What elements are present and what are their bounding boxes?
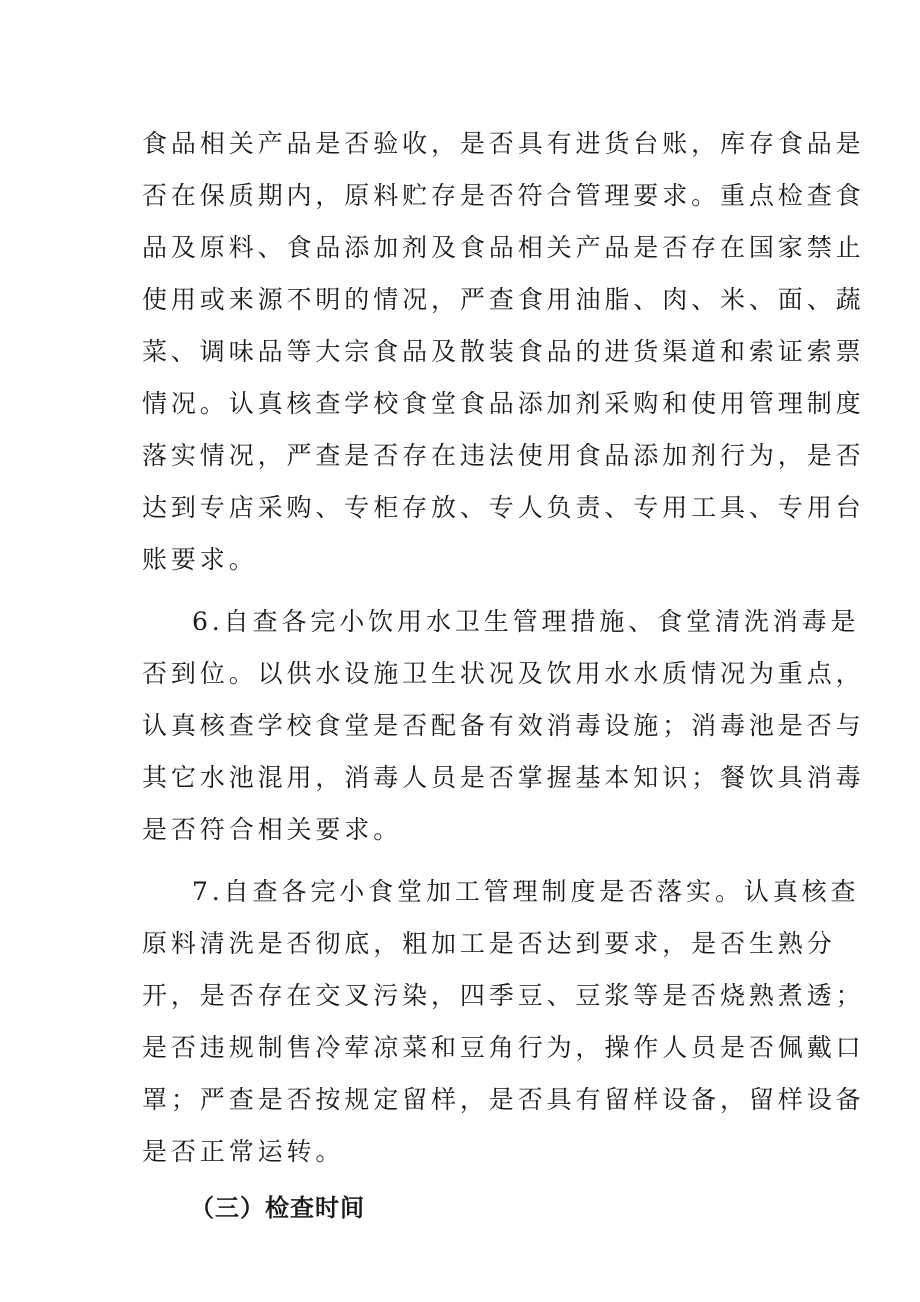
paragraph-line: 7.自查各完小食堂加工管理制度是否落实。认真核查: [192, 877, 860, 906]
section-heading: （三）检查时间: [190, 1194, 365, 1222]
paragraph-line: 落实情况，严查是否存在违法使用食品添加剂行为，是否: [142, 441, 865, 470]
paragraph-line: 否在保质期内，原料贮存是否符合管理要求。重点检查食: [142, 181, 865, 210]
paragraph-processing-management: [142, 866, 865, 1178]
paragraph-line: 菜、调味品等大宗食品及散装食品的进货渠道和索证索票: [142, 337, 865, 366]
paragraph-line: 罩；严查是否按规定留样，是否具有留样设备，留样设备: [142, 1085, 865, 1114]
paragraph-line: 使用或来源不明的情况，严查食用油脂、肉、米、面、蔬: [142, 285, 865, 314]
document-body: [142, 118, 865, 1234]
paragraph-line: 开，是否存在交叉污染，四季豆、豆浆等是否烧熟煮透；: [142, 981, 865, 1010]
paragraph-line: 账要求。: [142, 545, 258, 574]
paragraph-water-hygiene: [142, 596, 865, 856]
paragraph-line: 认真核查学校食堂是否配备有效消毒设施；消毒池是否与: [142, 711, 865, 740]
paragraph-ingredient-inspection: [142, 118, 865, 586]
paragraph-line: 食品相关产品是否验收，是否具有进货台账，库存食品是: [142, 129, 865, 158]
paragraph-line: 达到专店采购、专柜存放、专人负责、专用工具、专用台: [142, 493, 865, 522]
paragraph-line: 原料清洗是否彻底，粗加工是否达到要求，是否生熟分: [142, 929, 836, 958]
paragraph-line: 否到位。以供水设施卫生状况及饮用水水质情况为重点，: [142, 659, 865, 688]
paragraph-line: 是否符合相关要求。: [142, 815, 403, 844]
paragraph-line: 情况。认真核查学校食堂食品添加剂采购和使用管理制度: [142, 389, 865, 418]
paragraph-line: 其它水池混用，消毒人员是否掌握基本知识；餐饮具消毒: [142, 763, 865, 792]
paragraph-line: 是否违规制售冷荤凉菜和豆角行为，操作人员是否佩戴口: [142, 1033, 865, 1062]
paragraph-line: 6.自查各完小饮用水卫生管理措施、食堂清洗消毒是: [192, 607, 860, 636]
paragraph-line: 是否正常运转。: [142, 1137, 345, 1166]
paragraph-line: 品及原料、食品添加剂及食品相关产品是否存在国家禁止: [142, 233, 865, 262]
